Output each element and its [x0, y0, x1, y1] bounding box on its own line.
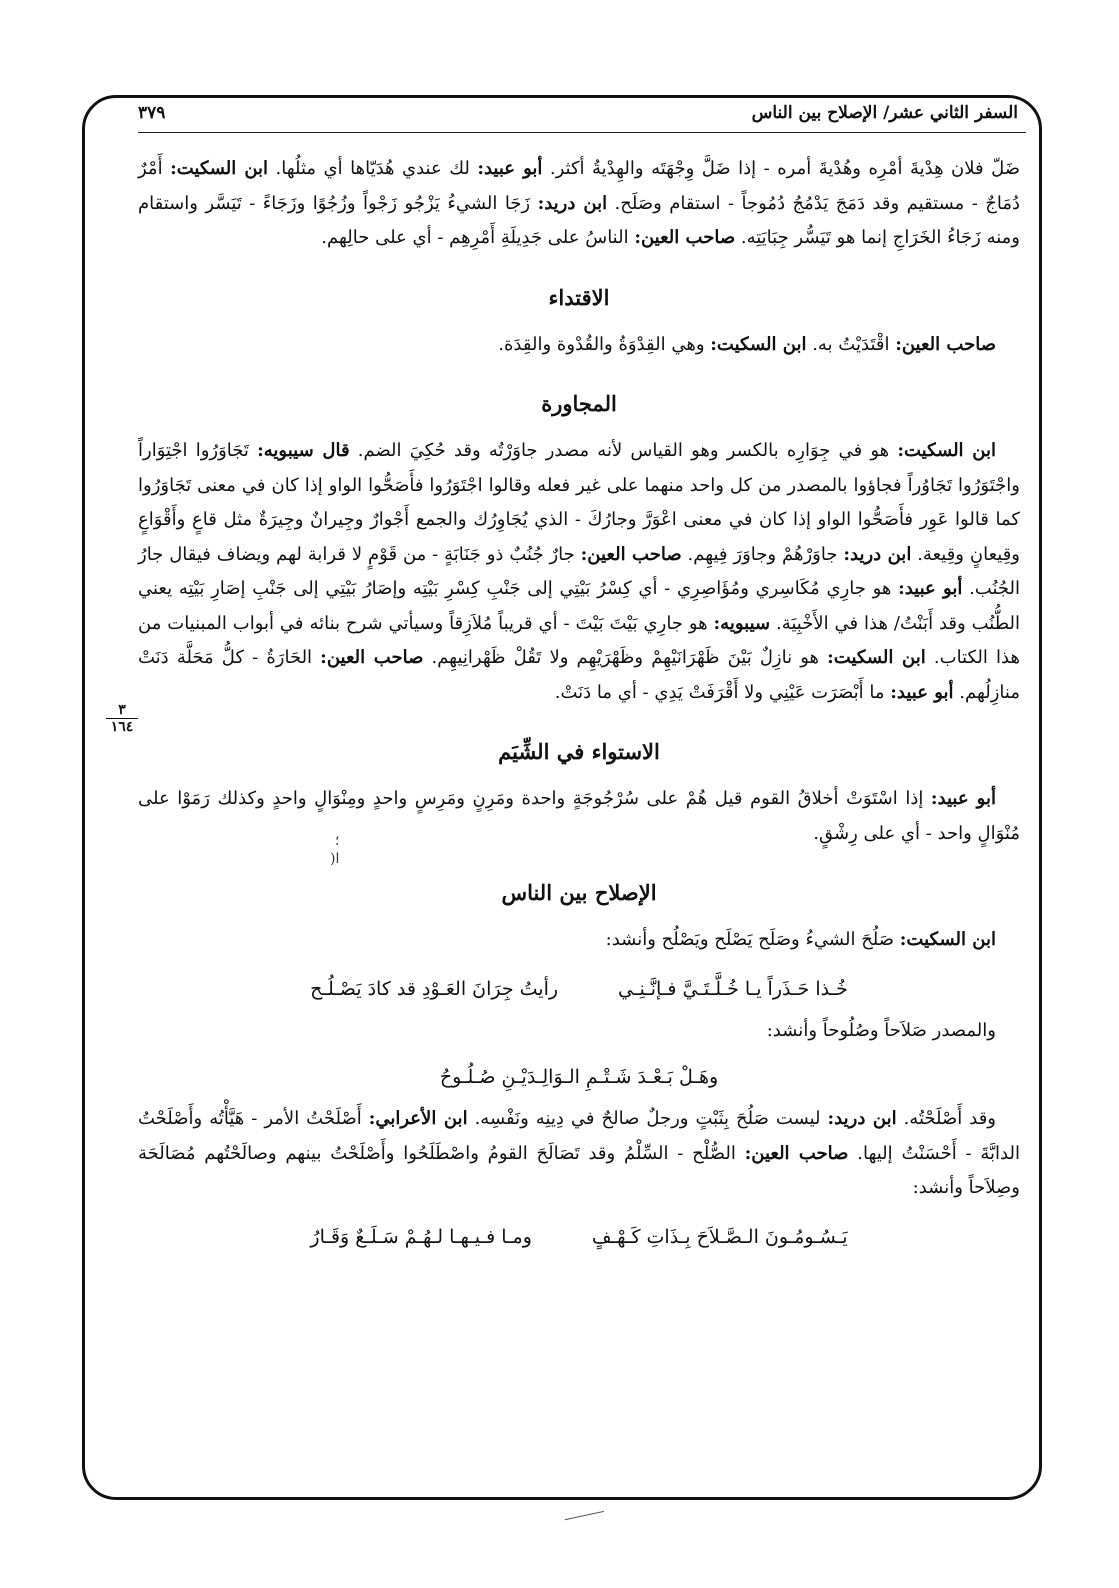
text: ليست صَلُحَ بِثَبْتٍ ورجلٌ صالحٌ في دِينِه ونَفْسِه.	[467, 1108, 828, 1129]
page-number: ٣٧٩	[138, 103, 166, 123]
verse-hemistich: رأيتُ جِرَانَ العَـوْدِ قد كادَ يَصْـلُـح	[310, 977, 559, 1000]
source-name: ابن دريد:	[827, 1108, 897, 1129]
verse-line: وهَـلْ بَـعْـدَ شَـتْـمِ الـوَالِـدَيْـنِ صُـلُـوحُ	[439, 1066, 719, 1088]
scan-stroke	[565, 1511, 606, 1526]
source-name: ابن السكيت:	[710, 333, 807, 355]
section-heading: الاستواء في الشِّيَم	[498, 739, 660, 764]
section-paragraph	[138, 328, 1020, 363]
source-name: ابن دريد:	[843, 543, 912, 565]
source-name: ابن السكيت:	[170, 158, 269, 179]
verse-line	[138, 972, 1020, 1006]
section-heading: المجاورة	[541, 391, 617, 416]
source-name: ابن السكيت:	[897, 440, 997, 461]
source-name: صاحب العين:	[320, 647, 424, 668]
page-body	[138, 152, 1020, 1262]
source-name: صاحب العين:	[580, 543, 682, 565]
scan-mark: ؛	[334, 833, 340, 849]
verse-line	[138, 1220, 1020, 1254]
source-name: صاحب العين:	[634, 227, 736, 248]
text: وقد أَصْلَحْتُه.	[896, 1108, 996, 1129]
text: اقْتَدَيْتُ به.	[806, 333, 896, 355]
intro-paragraph	[138, 152, 1020, 256]
margin-reference	[106, 702, 138, 735]
source-name: أبو عبيد:	[477, 158, 543, 179]
source-name: صاحب العين:	[895, 333, 996, 355]
source-name: صاحب العين:	[744, 1142, 849, 1164]
text: هو في جِوَارِه بالكسر وهو القياس لأنه مصدر جاوَرْتُه وقد حُكِيَ الضم.	[349, 440, 898, 461]
text: ما أَبْصَرَت عَيْنِي ولا أَقْرَفَتْ يَدِي - أي ما دَنَتْ.	[554, 681, 891, 703]
text: زَجَا الشيءُ يَزْجُو زَجْواً وزُجُوًا وزَجَاءً - تَيَسَّر واستقام ومنه زَجَاءُ الخَرَاجِ إنما هو تَيَسُّر جِبَايَتِه.	[138, 192, 1020, 248]
scan-mark: ا(	[330, 851, 340, 867]
source-name: سيبويه:	[713, 612, 771, 634]
text: الصُّلْح - السِّلْمُ وقد تَصَالَحَ القومُ واصْطَلَحُوا وأَصْلَحْتُ بينهم وصالَحْتُهم مُصَالَحَة وصِلاَحاً وأنشد:	[138, 1142, 1020, 1198]
section-paragraph	[138, 923, 1020, 958]
header-rule	[138, 132, 1026, 133]
section-paragraph	[138, 782, 1020, 851]
text: جاوَرْهُمْ وجاوَرَ فِيهِم.	[681, 543, 844, 565]
source-name: أبو عبيد:	[890, 681, 954, 703]
running-title: السفر الثاني عشر/ الإصلاح بين الناس	[751, 103, 1018, 123]
text: هو جارِي بَيْتَ بَيْتَ - أي قريباً مُلاَزِقاً وسيأتي شرح بنائه في أبواب المبنيات من هذا الكتاب.	[138, 612, 1020, 668]
verse-hemistich: يَـسُـومُـونَ الـصَّـلاَحَ بِـذَاتِ كَـهْـفٍ	[591, 1225, 848, 1248]
margin-reference-page: ١٦٤	[110, 719, 134, 735]
section-paragraph: والمصدر صَلاَحاً وصُلُوحاً وأنشد:	[766, 1019, 996, 1041]
text: ضَلّ فلان هِدْيةَ أمْرِه وهُدْيةَ أمره - إذا ضَلَّ وِجْهَتَه والهِدْيةُ أكثر.	[542, 158, 1021, 179]
source-name: قال سيبويه:	[257, 440, 350, 461]
text: وهي القِدْوَةُ والقُدْوة والقِدَة.	[498, 333, 711, 355]
text: صَلُحَ الشيءُ وصَلَح يَصْلَح ويَصْلُح وأنشد:	[605, 929, 900, 950]
text: أَصْلَحْتُ الأمر - هَيَّأْتُه وأَصْلَحْتُ الدابَّةَ - أَحْسَنْتُ إليها.	[138, 1108, 1020, 1164]
section-heading: الإصلاح بين الناس	[501, 880, 657, 905]
text: الحَارَةُ - كلُّ مَحَلَّة دَنَتْ منازِلُهم.	[138, 647, 1020, 703]
text: الناسُ على جَدِيلَةِ أَمْرِهِم - أي على حالِهم.	[321, 227, 635, 248]
verse-hemistich: ومـا فـيـهـا لـهُـمْ سَـلَـعٌ وَقَـارُ	[310, 1225, 532, 1248]
source-name: ابن الأعرابي:	[368, 1108, 468, 1129]
page-header	[138, 96, 1018, 130]
margin-reference-volume: ٣	[106, 702, 138, 719]
section-heading: الاقتداء	[548, 284, 610, 310]
section-paragraph	[138, 1102, 1020, 1206]
section-paragraph	[138, 434, 1020, 710]
text: إذا اسْتَوَتْ أخلاقُ القوم قيل هُمْ على سُرْجُوجَةٍ واحدة ومَرِنٍ ومَرِسٍ واحدٍ ومِنْوَالٍ واحدٍ وكذلك رَمَوْا على مُنْوَالٍ واحد - أي على رِشْقٍ.	[138, 788, 1020, 844]
text: هو جارِي مُكَاسِري ومُؤَاصِرِي - أي كِسْرُ بَيْتِي إلى جَنْبِ كِسْرِ بَيْتِه وإصَارُ بَيْتِي إلى جَنْبِ إصَارِ بَيْتِه يعني الطُّنُب وقد أَبَنْتُ/ هذا في الأَخْبِيَة.	[138, 578, 1020, 634]
text: لك عندي هُدَيّاها أي مثلُها.	[268, 158, 478, 179]
source-name: ابن السكيت:	[899, 929, 996, 950]
source-name: أبو عبيد:	[930, 788, 996, 809]
text: تَجَاوَرُوا اجْتِوَاراً واجْتَوَرُوا تَجَاوُراً فجاؤوا بالمصدر من كل واحد منهما على غير فعله وقالوا اجْتَوَرُوا فأَصَحُّوا الواو إذا كان في معنى تَجَاوَرُوا كما قالوا عَوِر فأَصَحُّوا الواو إذا كان في معنى اعْوَرَّ وجارُكَ - الذي يُجَاوِرُك والجمع أَجْوارٌ وجِيرانٌ وجِيرَةٌ مثل قاعٍ وأَقْوَاعٍ وقِيعانٍ وقِيعة.	[138, 440, 1021, 565]
text: جارٌ جُنُبٌ ذو جَنَابَةٍ - من قَوْمٍ لا قرابة لهم ويضاف فيقال جارُ الجُنُب.	[138, 543, 1021, 599]
text: هو نازِلٌ بَيْنَ ظَهْرَانَيْهِمْ وظَهْرَيْهِم ولا تَقُلْ ظَهْرانِيهِم.	[423, 647, 828, 668]
verse-hemistich: خُـذا حَـذَراً يـا خُـلَّـتَـيَّ فـإنَّـنِـي	[618, 977, 848, 1000]
source-name: ابن السكيت:	[827, 647, 926, 668]
source-name: ابن دريد:	[537, 192, 608, 214]
text: أَمْرٌ دُمَاجٌ - مستقيم وقد دَمَجَ يَدْمُجُ دُمُوجاً - استقام وصَلَح.	[138, 158, 1021, 214]
source-name: أبو عبيد:	[898, 578, 963, 599]
